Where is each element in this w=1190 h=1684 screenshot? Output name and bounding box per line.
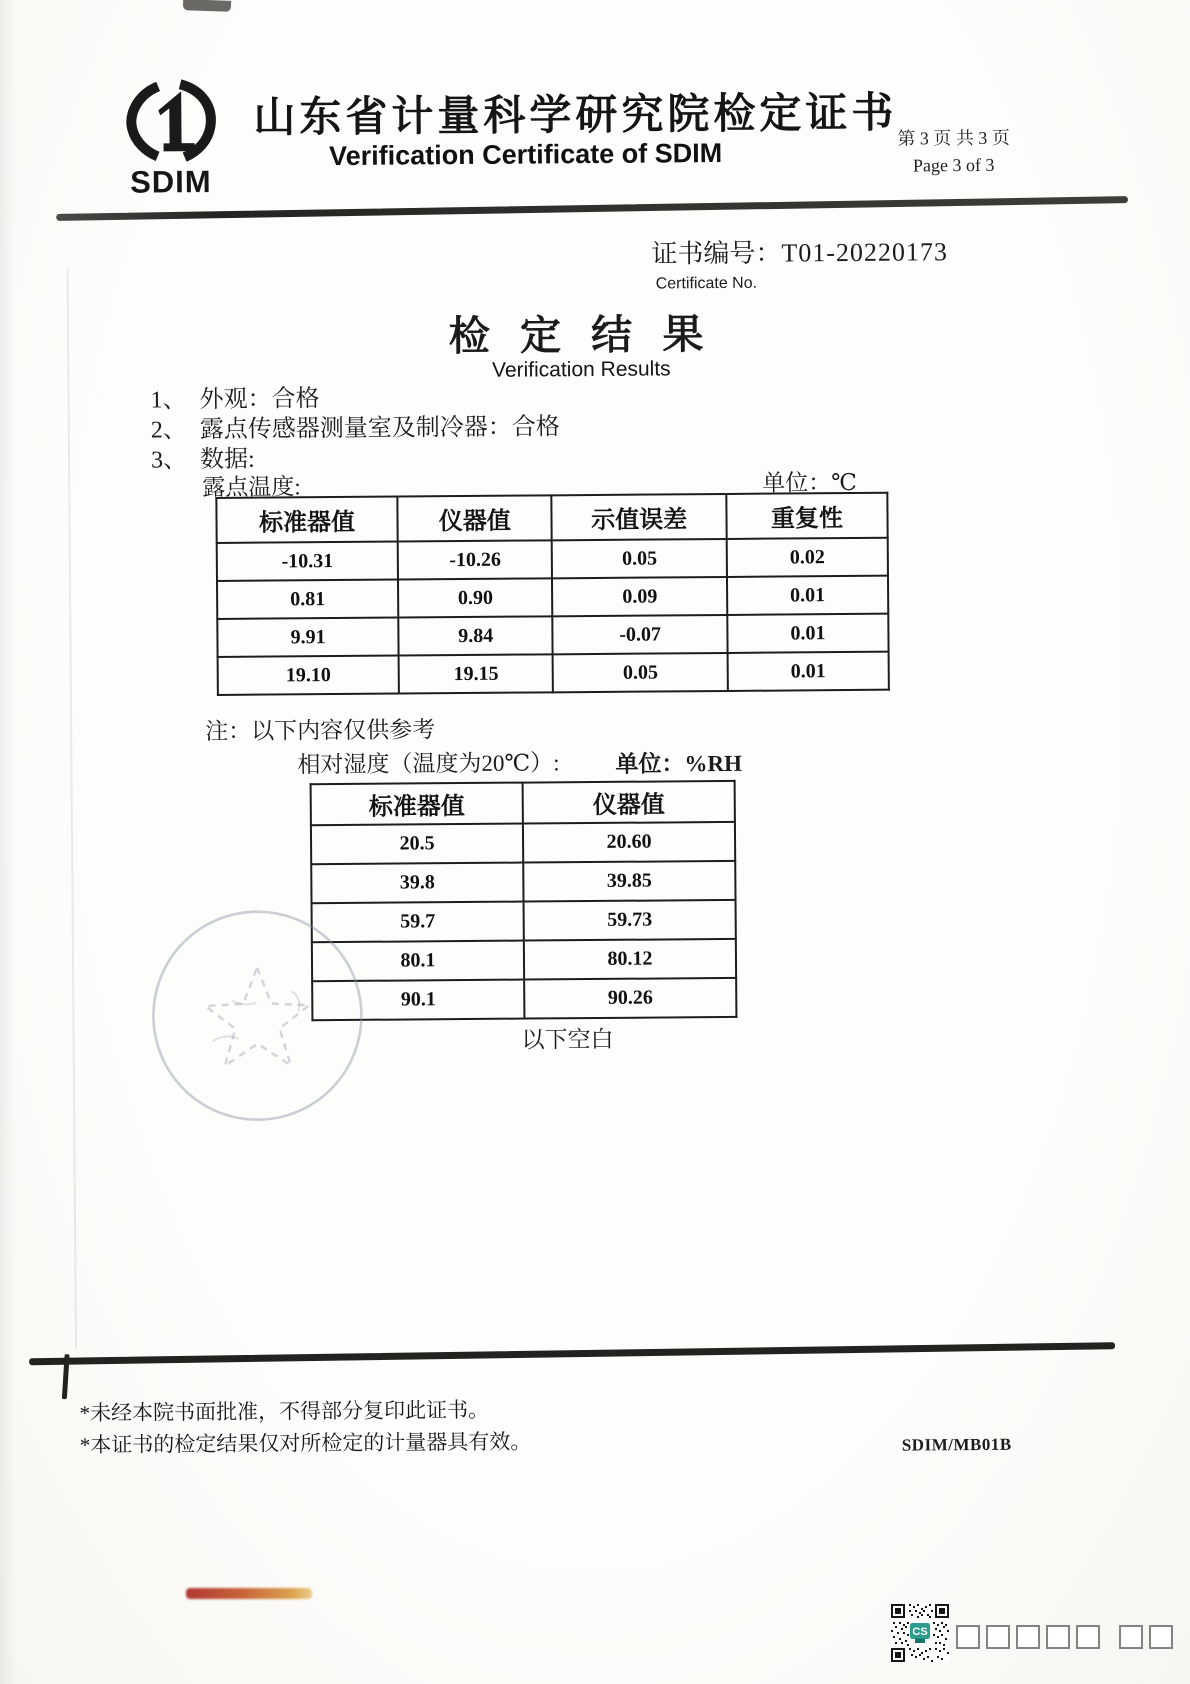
table-header-row bbox=[216, 493, 887, 543]
placeholder-glyph-box bbox=[1119, 1625, 1143, 1649]
certificate-number-label: 证书编号： bbox=[651, 238, 782, 269]
scan-crease-line bbox=[67, 269, 77, 1349]
results-list bbox=[150, 382, 560, 475]
table-cell: -10.26 bbox=[398, 540, 553, 579]
sdim-logo-icon bbox=[112, 79, 229, 166]
table-cell: 0.01 bbox=[728, 652, 889, 691]
table-cell: 90.26 bbox=[524, 978, 736, 1019]
page-number-en: Page 3 of 3 bbox=[912, 154, 995, 176]
placeholder-glyph-box bbox=[1046, 1625, 1070, 1649]
result-item-text: 数据: bbox=[199, 446, 255, 474]
table-cell: 0.05 bbox=[553, 653, 728, 692]
table-cell: 39.8 bbox=[311, 863, 523, 904]
table-cell: 20.5 bbox=[311, 824, 523, 865]
table-row bbox=[312, 939, 736, 981]
column-header: 重复性 bbox=[726, 493, 887, 539]
result-item-text: 露点传感器测量室及制冷器：合格 bbox=[199, 414, 560, 444]
table-cell: 80.12 bbox=[524, 939, 736, 980]
result-item bbox=[150, 382, 559, 415]
placeholder-glyph-box bbox=[1149, 1625, 1173, 1649]
page-title: 山东省计量科学研究院检定证书 bbox=[253, 90, 898, 142]
dew-point-table bbox=[215, 492, 890, 696]
table-row bbox=[312, 978, 736, 1020]
glyph-box-row bbox=[956, 1623, 1179, 1651]
dew-point-unit-label: 单位：℃ bbox=[762, 469, 858, 496]
table-row bbox=[311, 822, 735, 864]
reference-note: 注：以下内容仅供参考 bbox=[205, 717, 436, 745]
scan-artifact-red-mark bbox=[186, 1588, 312, 1599]
column-header: 仪器值 bbox=[523, 781, 735, 824]
table-cell: 9.84 bbox=[398, 616, 553, 655]
table-header-row bbox=[311, 781, 735, 825]
footer-note-2: *本证书的检定结果仅对所检定的计量器具有效。 bbox=[79, 1429, 532, 1458]
table-cell: 59.7 bbox=[312, 902, 524, 943]
page-subtitle: Verification Certificate of SDIM bbox=[328, 137, 723, 172]
table-row bbox=[217, 576, 888, 619]
footer-note-1: *未经本院书面批准，不得部分复印此证书。 bbox=[79, 1397, 490, 1426]
certificate-number-line bbox=[651, 231, 948, 270]
table-cell: 0.90 bbox=[398, 578, 553, 617]
table-cell: 9.91 bbox=[217, 618, 398, 657]
table-row bbox=[312, 900, 736, 942]
placeholder-glyph-box bbox=[1076, 1625, 1100, 1649]
blank-below-text: 以下空白 bbox=[521, 1026, 614, 1053]
placeholder-glyph-box bbox=[986, 1625, 1010, 1649]
placeholder-glyph-box bbox=[956, 1625, 980, 1649]
qr-badge-label: CS bbox=[912, 1626, 928, 1639]
certificate-number-value: T01-20220173 bbox=[781, 237, 949, 268]
certificate-number-label-en: Certificate No. bbox=[655, 274, 758, 293]
table-cell: 0.81 bbox=[217, 580, 398, 619]
table-row bbox=[217, 614, 888, 657]
column-header: 仪器值 bbox=[397, 495, 552, 541]
table-cell: 0.01 bbox=[727, 576, 888, 615]
footer-divider-rule bbox=[29, 1342, 1115, 1365]
form-code: SDIM/MB01B bbox=[901, 1434, 1012, 1455]
table-cell: 0.05 bbox=[552, 539, 727, 578]
table-cell: 0.01 bbox=[727, 614, 888, 653]
table-cell: 39.85 bbox=[523, 861, 735, 902]
result-item-index: 2、 bbox=[150, 417, 187, 444]
table-row bbox=[311, 861, 735, 903]
table-cell: 0.09 bbox=[552, 577, 727, 616]
result-item-text: 外观：合格 bbox=[199, 386, 320, 414]
column-header: 示值误差 bbox=[552, 494, 727, 540]
placeholder-glyph-box bbox=[1016, 1625, 1040, 1649]
dew-point-caption: 露点温度: bbox=[202, 474, 301, 501]
page-number-cn: 第 3 页 共 3 页 bbox=[897, 127, 1010, 149]
logo-label: SDIM bbox=[129, 163, 212, 200]
table-cell: 19.15 bbox=[399, 654, 554, 693]
result-item-index: 1、 bbox=[150, 387, 187, 414]
results-title-en: Verification Results bbox=[491, 357, 671, 382]
humidity-unit-label: 单位：%RH bbox=[615, 750, 743, 777]
table-cell: -0.07 bbox=[553, 615, 728, 654]
table-cell: 0.02 bbox=[727, 538, 888, 577]
column-header: 标准器值 bbox=[311, 783, 523, 826]
table-cell: -10.31 bbox=[217, 542, 398, 581]
page-number-block bbox=[863, 124, 1043, 179]
table-cell: 80.1 bbox=[312, 941, 524, 982]
table-cell: 59.73 bbox=[524, 900, 736, 941]
column-header: 标准器值 bbox=[216, 497, 398, 543]
table-row bbox=[217, 538, 888, 581]
result-item-index: 3、 bbox=[150, 447, 188, 474]
humidity-caption: 相对湿度（温度为20℃）: bbox=[297, 750, 560, 778]
table-cell: 20.60 bbox=[523, 822, 735, 863]
sdim-logo bbox=[105, 79, 236, 201]
table-cell: 19.10 bbox=[218, 656, 399, 695]
table-row bbox=[218, 652, 889, 695]
table-cell: 90.1 bbox=[312, 980, 524, 1021]
results-title: 检 定 结 果 bbox=[448, 311, 714, 360]
qr-code-icon bbox=[891, 1604, 949, 1662]
humidity-table bbox=[310, 780, 738, 1021]
result-item bbox=[151, 412, 560, 445]
